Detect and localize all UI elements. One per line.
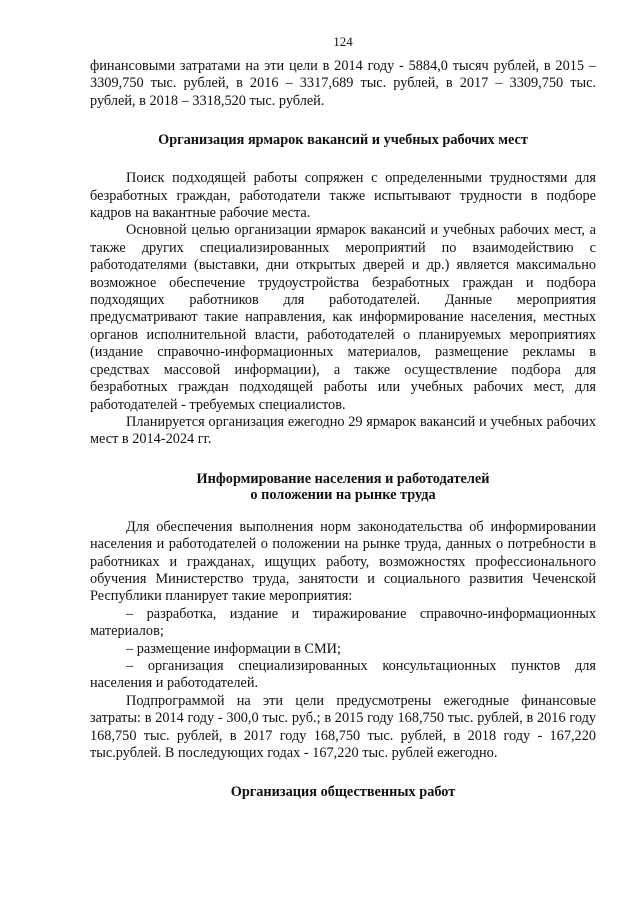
paragraph: Для обеспечения выполнения норм законодательства об информировании населения и работодателей о положении на рынке труда, данных о потребности в работниках и гражданах, ищущих работу, возможностях профессионального обучения Министерство труда, занятости и социального развития Чеченской Республики планирует такие мероприятия: <box>90 518 596 605</box>
spacer <box>90 148 596 170</box>
spacer <box>90 449 596 471</box>
spacer <box>90 762 596 784</box>
section-heading: Информирование населения и работодателей <box>196 470 490 487</box>
document-body <box>90 58 596 800</box>
document-page <box>90 34 596 800</box>
spacer <box>90 110 596 132</box>
page-number: 124 <box>333 34 353 49</box>
paragraph: – организация специализированных консультационных пунктов для населения и работодателей. <box>90 657 596 692</box>
paragraph: – разработка, издание и тиражирование справочно-информационных материалов; <box>90 605 596 640</box>
section-heading: Организация ярмарок вакансий и учебных рабочих мест <box>158 132 528 149</box>
section-heading: Организация общественных работ <box>230 784 456 801</box>
paragraph: Поиск подходящей работы сопряжен с определенными трудностями для безработных граждан, работодатели также испытывают трудности в подборе кадров на вакантные рабочие места. <box>90 170 596 222</box>
paragraph: финансовыми затратами на эти цели в 2014 году - 5884,0 тысяч рублей, в 2015 – 3309,750 тыс. рублей, в 2016 – 3317,689 тыс. рублей, в 2017 – 3309,750 тыс. рублей, в 2018 – 3318,520 тыс. рублей. <box>90 58 596 109</box>
section-heading: о положении на рынке труда <box>250 486 436 503</box>
spacer <box>90 503 596 519</box>
paragraph: Основной целью организации ярмарок вакансий и учебных рабочих мест, а также других специализированных мероприятий по взаимодействию с работодателями (выставки, дни открытых дверей и др.) является максимально возможное обеспечение трудоустройства безработных граждан и подбора подходящих работников для работодателей. Данные мероприятия предусматривают такие направления, как информирование населения, местных органов исполнительной власти, работодателей о планируемых мероприятиях (издание справочно-информационных материалов, размещение рекламы в средствах массовой информации), а также осуществление подбора для безработных граждан подходящей работы или учебных рабочих мест, для работодателей - требуемых специалистов. <box>90 222 596 413</box>
paragraph: Подпрограммой на эти цели предусмотрены ежегодные финансовые затраты: в 2014 году - 300,0 тыс. руб.; в 2015 году 168,750 тыс. рублей, в 2016 году 168,750 тыс. рублей, в 2017 году 168,750 тыс. рублей, в 2018 году - 167,220 тыс.рублей. В последующих годах - 167,220 тыс. рублей ежегодно. <box>90 692 596 761</box>
paragraph: – размещение информации в СМИ; <box>126 640 341 657</box>
paragraph: Планируется организация ежегодно 29 ярмарок вакансий и учебных рабочих мест в 2014-2024 гг. <box>90 413 596 448</box>
